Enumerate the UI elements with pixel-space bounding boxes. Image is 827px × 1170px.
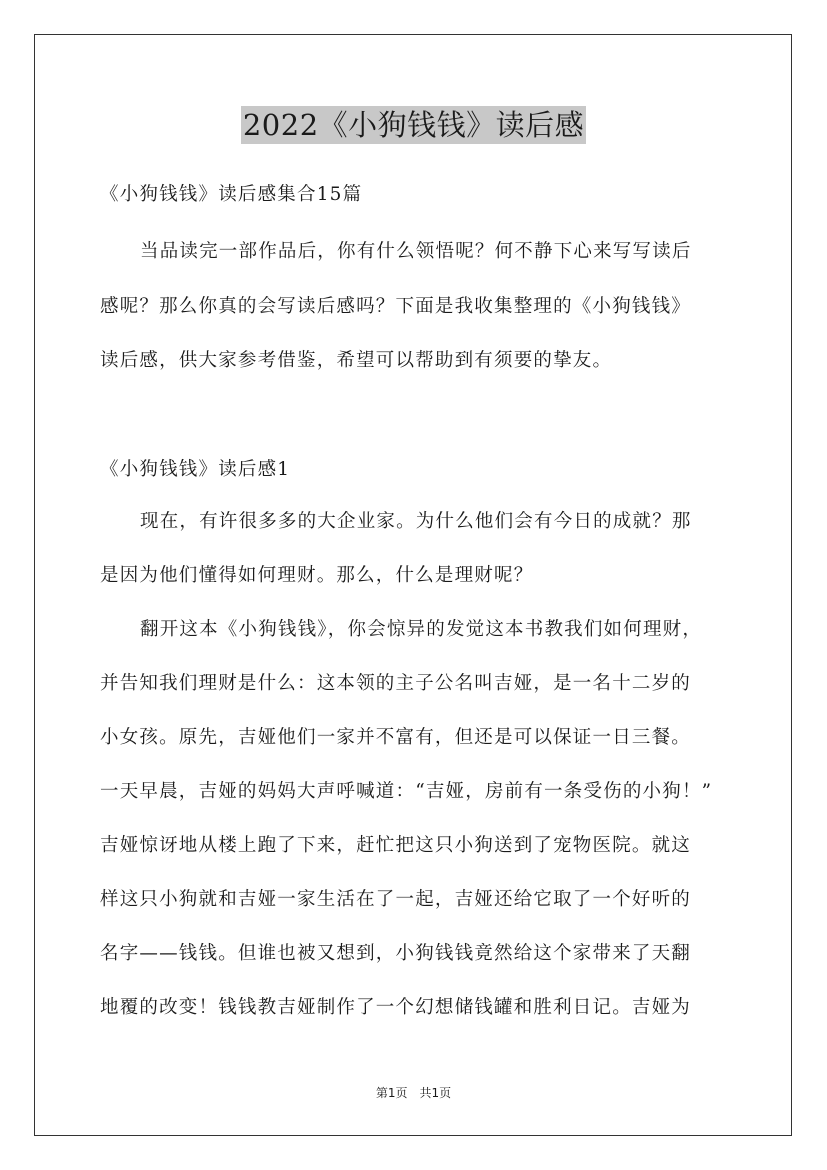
- body-line: 样这只小狗就和吉娅一家生活在了一起，吉娅还给它取了一个好听的: [100, 889, 692, 910]
- body-line: 名字——钱钱。但谁也被又想到，小狗钱钱竟然给这个家带来了天翻: [100, 943, 692, 964]
- body-line: 地覆的改变！钱钱教吉娅制作了一个幻想储钱罐和胜利日记。吉娅为: [100, 997, 692, 1018]
- intro-line: 当品读完一部作品后，你有什么领悟呢？何不静下心来写写读后: [140, 241, 692, 262]
- body-line: 是因为他们懂得如何理财。那么，什么是理财呢？: [100, 565, 534, 586]
- intro-line: 感呢？那么你真的会写读后感吗？下面是我收集整理的《小狗钱钱》: [100, 296, 692, 317]
- document-subtitle: 《小狗钱钱》读后感集合15篇: [100, 184, 363, 205]
- body-line: 并告知我们理财是什么：这本领的主子公名叫吉娅，是一名十二岁的: [100, 673, 692, 694]
- body-line: 小女孩。原先，吉娅他们一家并不富有，但还是可以保证一日三餐。: [100, 727, 692, 748]
- body-line: 一天早晨，吉娅的妈妈大声呼喊道：“吉娅，房前有一条受伤的小狗！”: [100, 781, 713, 802]
- document-title: 2022《小狗钱钱》读后感: [242, 108, 585, 142]
- body-line: 现在，有许很多多的大企业家。为什么他们会有今日的成就？那: [140, 511, 692, 532]
- body-line: 吉娅惊讶地从楼上跑了下来，赶忙把这只小狗送到了宠物医院。就这: [100, 835, 692, 856]
- body-line: 翻开这本《小狗钱钱》，你会惊异的发觉这本书教我们如何理财，: [140, 619, 703, 640]
- intro-line: 读后感，供大家参考借鉴，希望可以帮助到有须要的挚友。: [100, 350, 613, 371]
- section-heading: 《小狗钱钱》读后感1: [100, 459, 291, 480]
- page-footer: 第1页 共1页: [375, 1086, 452, 1100]
